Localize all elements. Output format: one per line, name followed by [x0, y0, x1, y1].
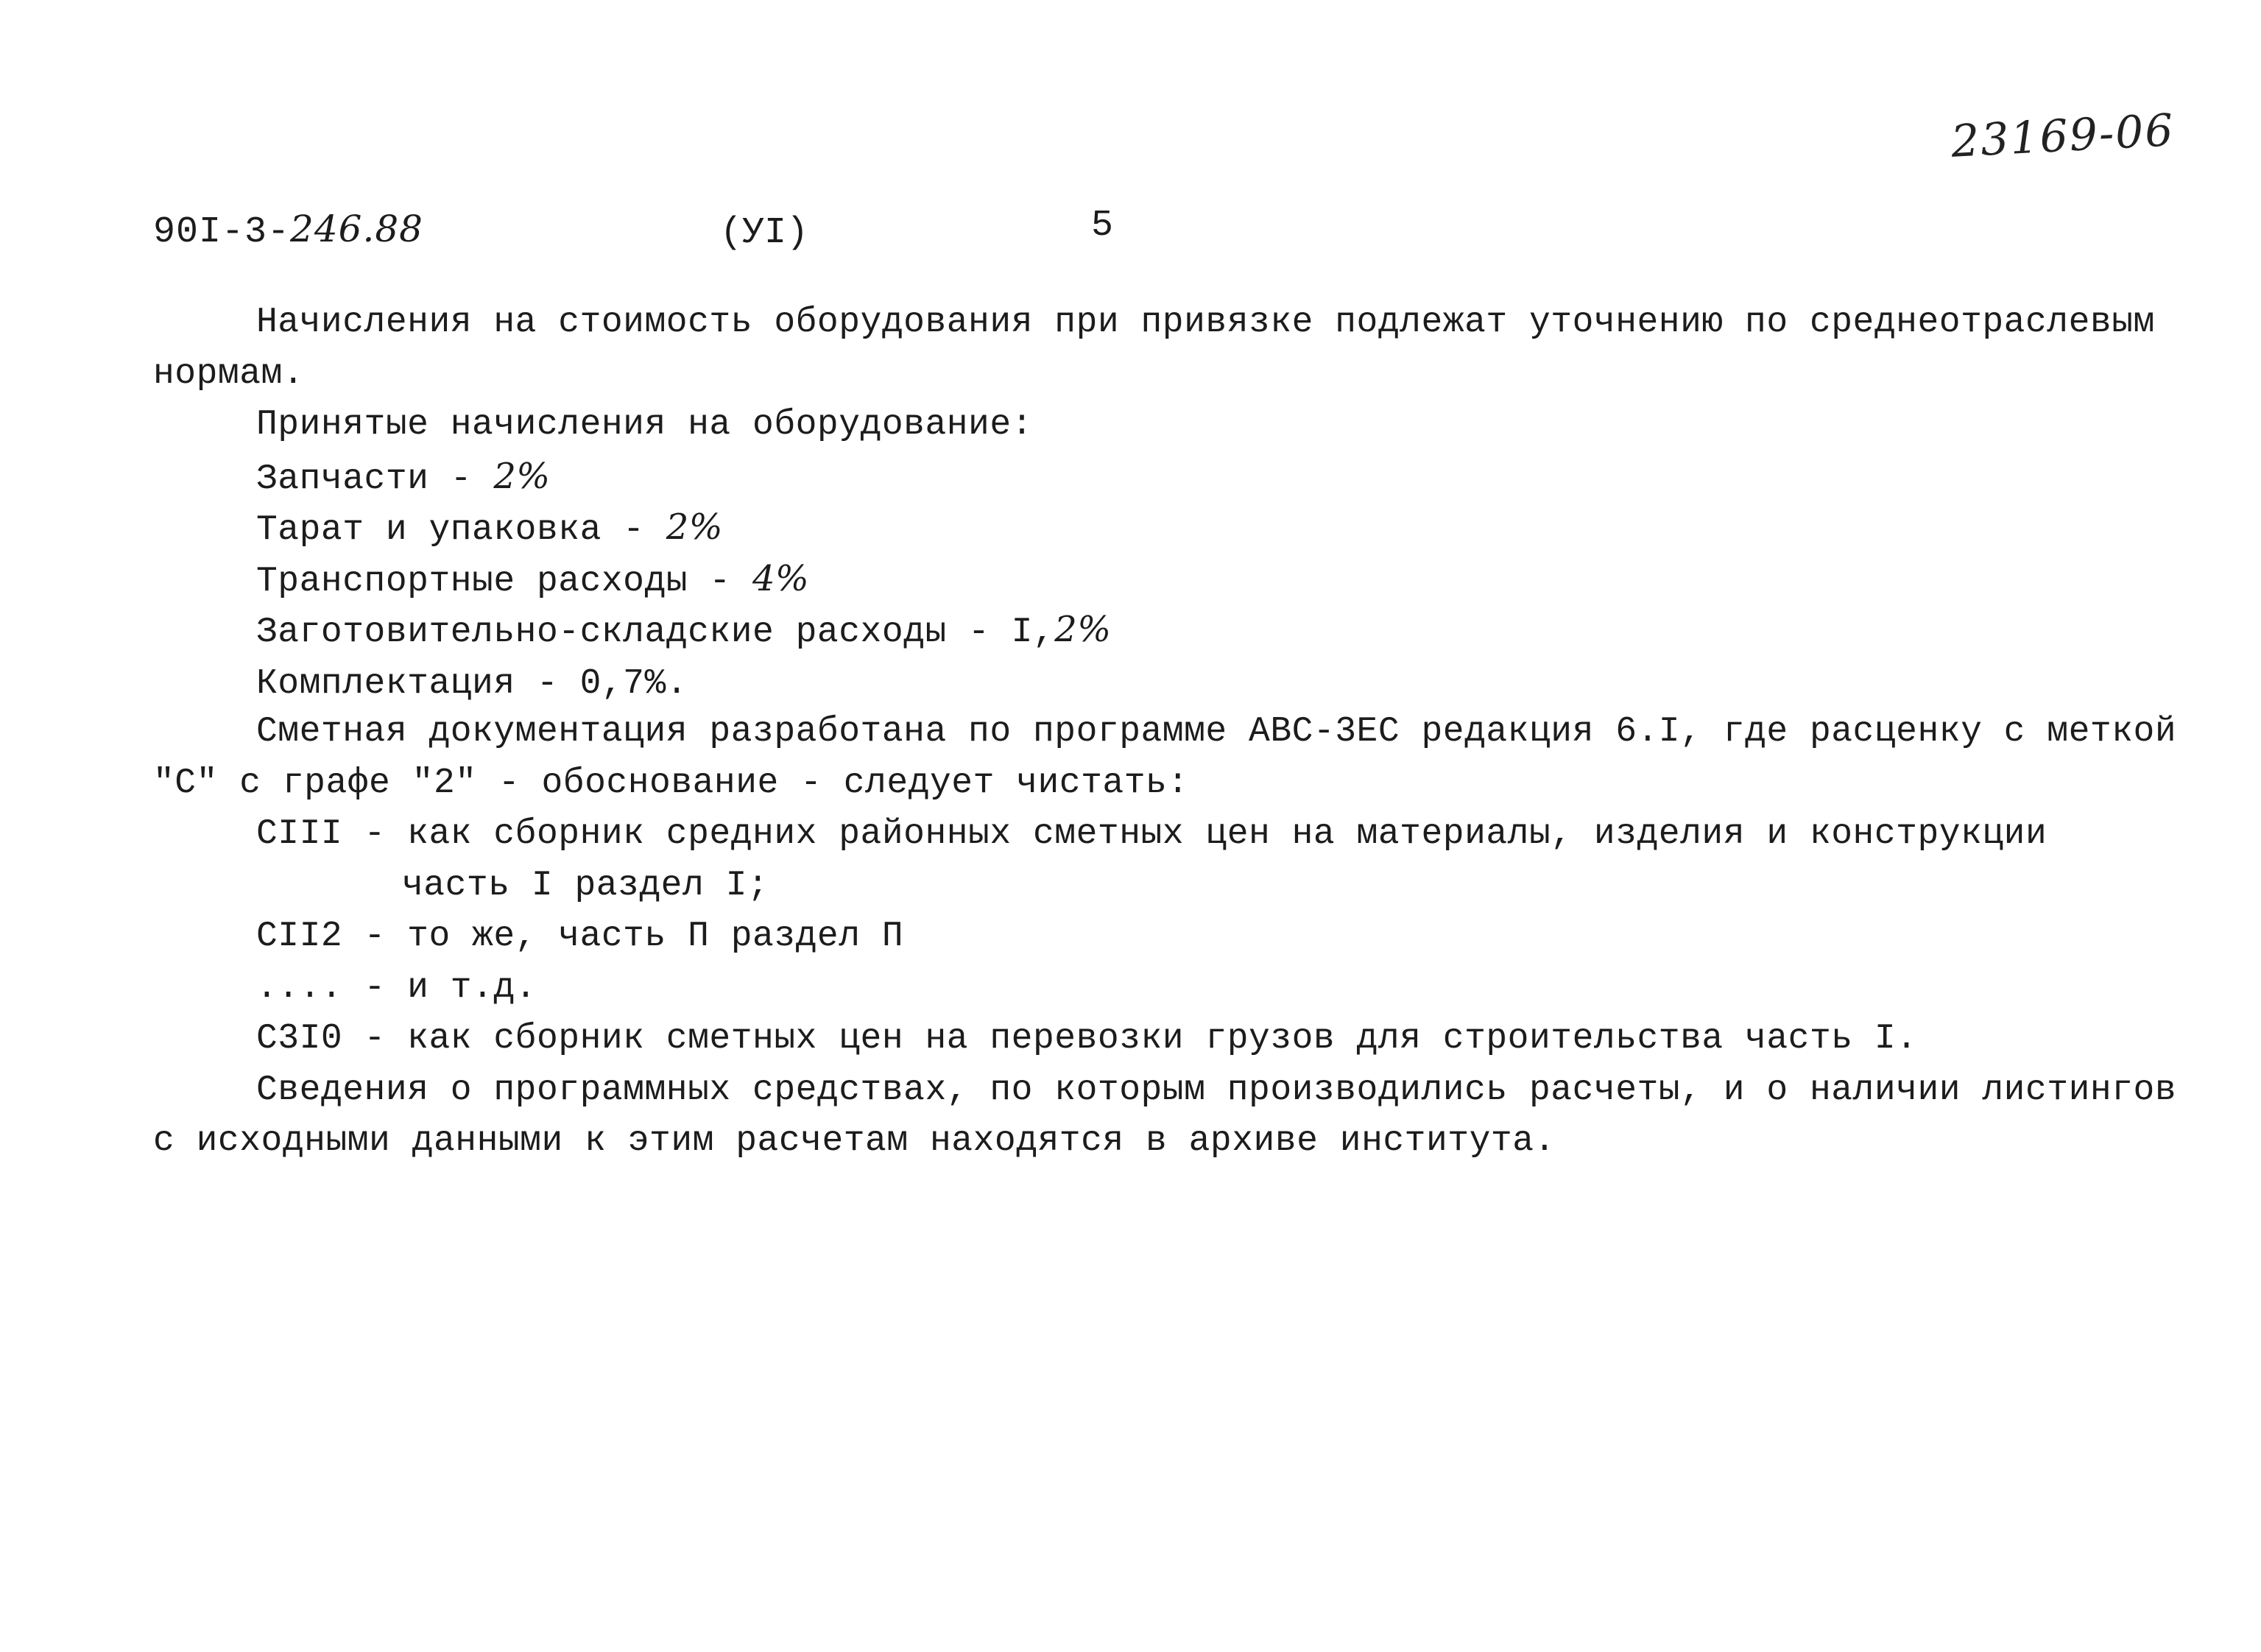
- charge-item-completion: [153, 656, 2141, 707]
- charge-label: Тарат и упаковка -: [256, 510, 666, 550]
- paragraph-3-line-1: Сметная документация разработана по программе АВС-3ЕС редакция 6.I, где расценку с меткой: [256, 712, 2177, 752]
- document-variant: (УI): [720, 212, 809, 254]
- charge-item-transport: [153, 554, 2141, 605]
- charge-value: 2%: [666, 506, 723, 548]
- document-code: [153, 208, 423, 253]
- code-etc: .... - и т.д.: [256, 967, 537, 1008]
- charge-item-procurement: [153, 604, 2141, 656]
- charge-item-spare-parts: [153, 451, 2141, 503]
- code-c112: СII2 - то же, часть П раздел П: [256, 917, 904, 956]
- paragraph-4-line-2: с исходными данными к этим расчетам находятся в архиве института.: [153, 1121, 1556, 1161]
- charge-item-packaging: [153, 502, 2141, 554]
- charge-value: 2%: [1054, 609, 1112, 650]
- charge-label: Запчасти -: [256, 459, 494, 499]
- charge-label: Транспортные расходы -: [256, 561, 753, 601]
- document-body: [153, 297, 2177, 1168]
- paragraph-1-line-2: нормам.: [153, 353, 305, 394]
- charges-intro: Принятые начисления на оборудование:: [256, 405, 1033, 445]
- charge-label: Заготовительно-складские расходы - I,: [256, 613, 1055, 652]
- paragraph-4-line-1: Сведения о программных средствах, по которым производились расчеты, и о наличии листингов: [256, 1070, 2177, 1110]
- charge-label: Комплектация - 0,7%.: [256, 663, 688, 704]
- code-c310: С3I0 - как сборник сметных цен на перевозки грузов для строительства часть I.: [256, 1019, 1918, 1059]
- paragraph-3-line-2: "С" с графе "2" - обоснование - следует чистать:: [153, 763, 1189, 803]
- charge-value: 4%: [752, 557, 810, 599]
- document-code-prefix: 90I-3-: [153, 211, 291, 253]
- code-c111-line-2: часть I раздел I;: [402, 865, 769, 906]
- code-c111-line-1: СIII - как сборник средних районных сметных цен на материалы, изделия и конструкции: [256, 814, 2047, 854]
- charge-value: 2%: [493, 455, 551, 497]
- page-number: 5: [1091, 205, 1114, 247]
- archive-number: 23169-06: [1950, 105, 2176, 168]
- document-code-handwritten: 246.88: [290, 208, 423, 250]
- paragraph-1-line-1: Начисления на стоимость оборудования при привязке подлежат уточнению по среднеотраслевым: [256, 303, 2155, 342]
